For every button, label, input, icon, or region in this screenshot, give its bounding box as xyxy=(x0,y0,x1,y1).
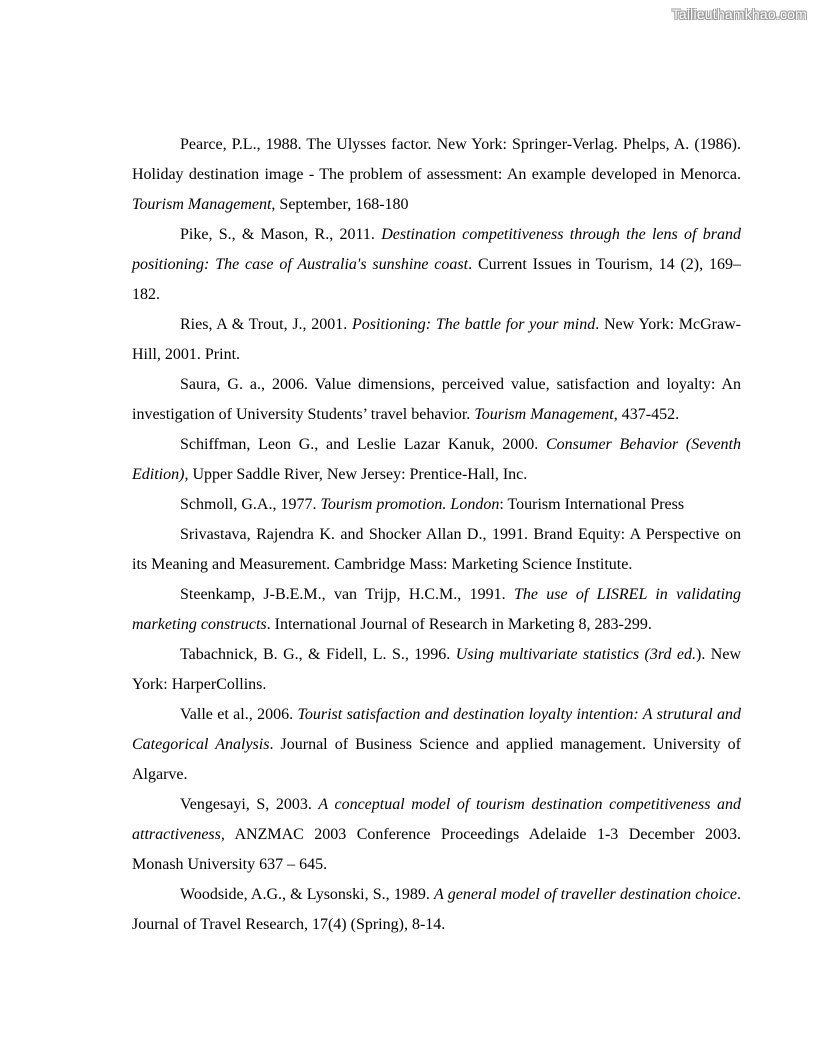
reference-title-italic: Destination competitiveness through the lens of brand positioning: The case of Australia's sunshine coast xyxy=(132,226,742,273)
reference-text: Pearce, P.L., 1988. The Ulysses factor. New York: Springer-Verlag. Phelps, A. (1986). Holiday destination image - The problem of assessment: An example developed in Menorca. xyxy=(132,136,741,183)
reference-entry xyxy=(132,790,741,880)
reference-entry xyxy=(132,880,741,940)
reference-entry xyxy=(132,310,741,370)
reference-text: , 437-452. xyxy=(613,406,680,423)
reference-text: Pike, S., & Mason, R., 2011. xyxy=(180,226,382,243)
reference-title-italic: A general model of traveller destination choice xyxy=(434,886,738,903)
reference-title-italic: Tourist satisfaction and destination loyalty intention: A strutural and Categorical Analysis xyxy=(132,706,741,753)
reference-entry xyxy=(132,370,741,430)
reference-text: Tabachnick, B. G., & Fidell, L. S., 1996. xyxy=(180,646,456,663)
reference-text: Vengesayi, S, 2003. xyxy=(180,796,319,813)
reference-text: , September, 168-180 xyxy=(271,196,409,213)
reference-entry xyxy=(132,130,741,220)
reference-text: : Tourism International Press xyxy=(499,496,685,513)
reference-title-italic: The use of LISREL in validating marketing constructs xyxy=(132,586,742,633)
reference-title-italic: A conceptual model of tourism destination competitiveness and attractiveness xyxy=(132,796,742,843)
reference-text: Upper Saddle River, New Jersey: Prentice-Hall, Inc. xyxy=(188,466,528,483)
reference-text: Schiffman, Leon G., and Leslie Lazar Kanuk, 2000. xyxy=(180,436,546,453)
reference-title-italic: Using multivariate statistics (3rd ed. xyxy=(455,646,697,663)
reference-text: . Journal of Travel Research, 17(4) (Spring), 8-14. xyxy=(132,886,742,933)
reference-entry xyxy=(132,490,741,520)
reference-list xyxy=(132,130,741,940)
reference-text: Saura, G. a., 2006. Value dimensions, perceived value, satisfaction and loyalty: An investigation of University Students’ travel behavior. xyxy=(132,376,741,423)
reference-text: . International Journal of Research in Marketing 8, 283-299. xyxy=(266,616,652,633)
watermark: Tailieuthamkhao.com xyxy=(671,6,807,22)
reference-text: Schmoll, G.A., 1977. xyxy=(180,496,321,513)
reference-text: . Current Issues in Tourism, 14 (2), 169–182. xyxy=(132,256,742,303)
reference-text: ). New York: HarperCollins. xyxy=(132,646,741,693)
reference-text: Valle et al., 2006. xyxy=(180,706,298,723)
reference-entry xyxy=(132,640,741,700)
reference-title-italic: Tourism promotion. London xyxy=(320,496,500,513)
reference-text: Woodside, A.G., & Lysonski, S., 1989. xyxy=(180,886,435,903)
reference-text: Ries, A & Trout, J., 2001. xyxy=(180,316,353,333)
reference-title-italic: Tourism Management xyxy=(132,196,272,213)
reference-title-italic: Consumer Behavior (Seventh Edition), xyxy=(132,436,741,483)
reference-text: , ANZMAC 2003 Conference Proceedings Adelaide 1-3 December 2003. Monash University 637 – 645. xyxy=(132,826,741,873)
reference-text: . Journal of Business Science and applied management. University of Algarve. xyxy=(132,736,742,783)
reference-text: Srivastava, Rajendra K. and Shocker Allan D., 1991. Brand Equity: A Perspective on its Meaning and Measurement. Cambridge Mass: Marketing Science Institute. xyxy=(132,526,741,573)
reference-entry xyxy=(132,220,741,310)
reference-text: Steenkamp, J-B.E.M., van Trijp, H.C.M., 1991. xyxy=(180,586,514,603)
reference-entry xyxy=(132,580,741,640)
reference-entry xyxy=(132,430,741,490)
reference-title-italic: Tourism Management xyxy=(474,406,614,423)
reference-entry xyxy=(132,520,741,580)
reference-text: . New York: McGraw-Hill, 2001. Print. xyxy=(132,316,741,363)
reference-entry xyxy=(132,700,741,790)
reference-title-italic: Positioning: The battle for your mind xyxy=(352,316,596,333)
